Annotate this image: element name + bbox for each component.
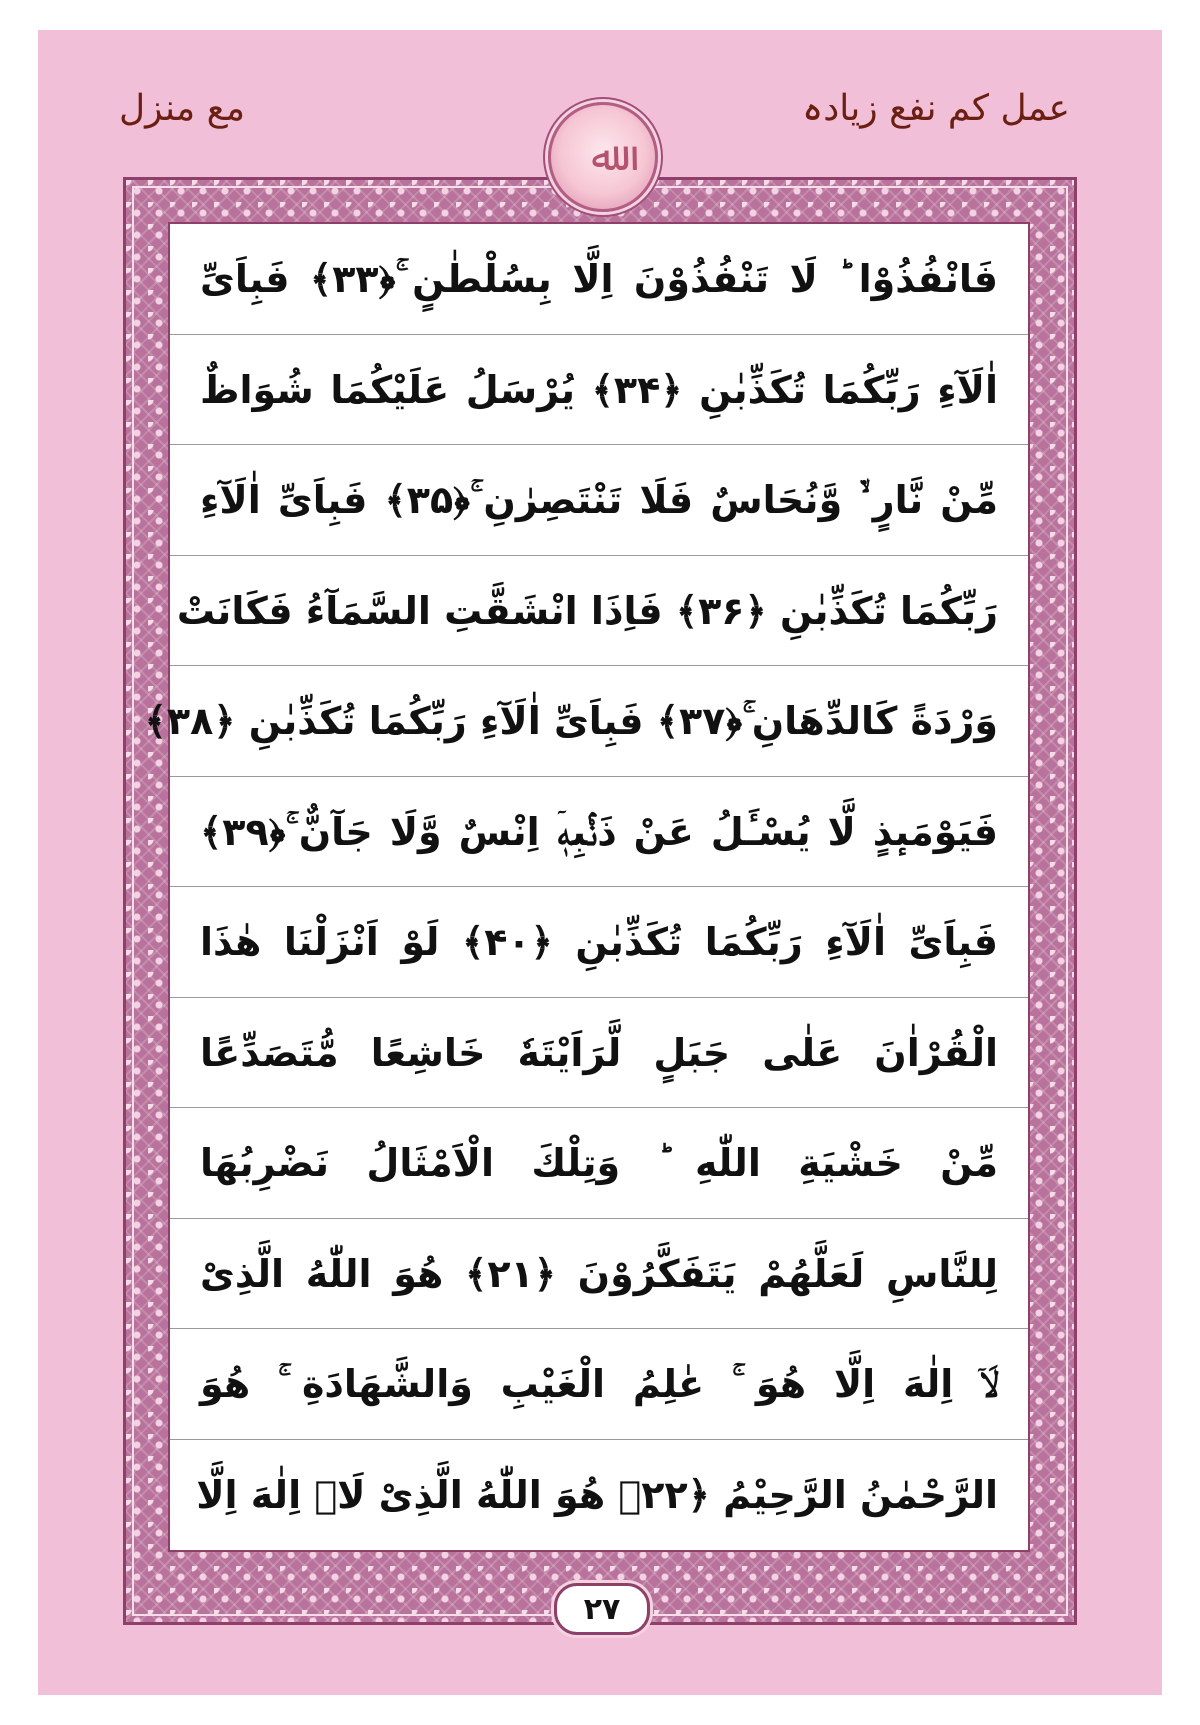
verse-line-1: فَانْفُذُوْا ؕ لَا تَنْفُذُوْنَ اِلَّا بِسُلْطٰنٍ ۚ﴿۳۳﴾ فَبِاَیِّ	[170, 224, 1028, 335]
verse-line-10: لِلنَّاسِ لَعَلَّهُمْ یَتَفَكَّرُوْنَ ﴿۲۱﴾ هُوَ اللّٰهُ الَّذِیْ	[170, 1219, 1028, 1330]
verse-line-7: فَبِاَیِّ اٰلَآءِ رَبِّكُمَا تُكَذِّبٰنِ ﴿۴۰﴾ لَوْ اَنْزَلْنَا هٰذَا	[170, 887, 1028, 998]
verse-line-2: اٰلَآءِ رَبِّكُمَا تُكَذِّبٰنِ ﴿۳۴﴾ یُرْسَلُ عَلَیْكُمَا شُوَاظٌ	[170, 335, 1028, 446]
verse-line-5: وَرْدَةً كَالدِّهَانِ ۚ﴿۳۷﴾ فَبِاَیِّ اٰلَآءِ رَبِّكُمَا تُكَذِّبٰنِ ﴿۳۸﴾	[170, 666, 1028, 777]
header-right-title: عمل کم نفع زیادہ	[802, 88, 1070, 129]
verse-line-8: الْقُرْاٰنَ عَلٰى جَبَلٍ لَّرَاَیْتَهٗ خَاشِعًا مُّتَصَدِّعًا	[170, 998, 1028, 1109]
verse-line-11: لَاۤ اِلٰهَ اِلَّا هُوَ ۚ عٰلِمُ الْغَیْبِ وَالشَّهَادَةِ ۚ هُوَ	[170, 1329, 1028, 1440]
verse-line-6: فَیَوْمَىٕذٍ لَّا یُسْـَٔلُ عَنْ ذَنْۢبِهٖۤ اِنْسٌ وَّلَا جَآنٌّ ۚ﴿۳۹﴾	[170, 777, 1028, 888]
verse-line-12: الرَّحْمٰنُ الرَّحِیْمُ ﴿۲۲﴾ هُوَ اللّٰهُ الَّذِیْ لَاۤ اِلٰهَ اِلَّا	[196, 1472, 998, 1517]
verse-line-9: مِّنْ خَشْیَةِ اللّٰهِ ؕ وَتِلْكَ الْاَمْثَالُ نَضْرِبُهَا	[170, 1108, 1028, 1219]
allah-medallion	[548, 102, 658, 212]
medallion-text: ﷲ	[591, 134, 615, 180]
verse-line-4: رَبِّكُمَا تُكَذِّبٰنِ ﴿۳۶﴾ فَاِذَا انْشَقَّتِ السَّمَآءُ فَكَانَتْ	[170, 556, 1028, 667]
quran-text-panel	[144, 222, 1030, 1552]
verse-line-3: مِّنْ نَّارٍ ۙ۬ وَّنُحَاسٌ فَلَا تَنْتَصِرٰنِ ۚ﴿۳۵﴾ فَبِاَیِّ اٰلَآءِ	[170, 445, 1028, 556]
header-left-title: مع منزل	[118, 88, 246, 129]
page-number: ٢٧	[554, 1583, 650, 1635]
